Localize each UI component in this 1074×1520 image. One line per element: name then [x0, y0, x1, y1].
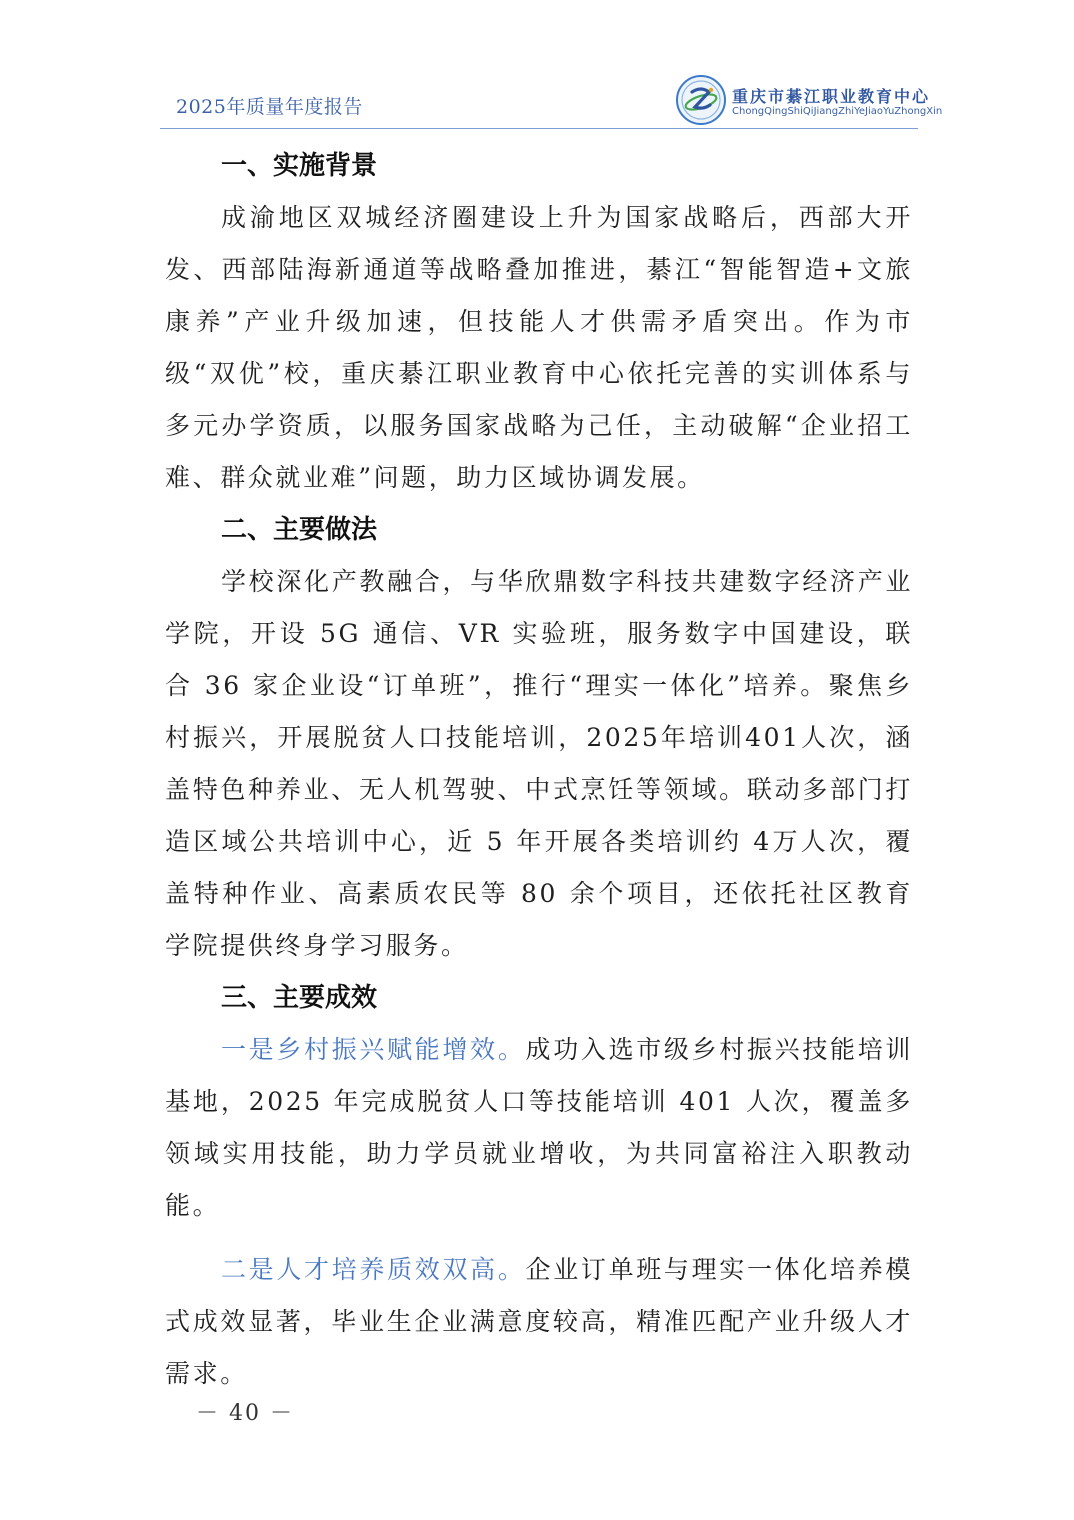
result-item: [165, 1244, 913, 1400]
page-number: － 40 －: [196, 1401, 294, 1426]
body-paragraph: 成渝地区双城经济圈建设上升为国家战略后，西部大开发、西部陆海新通道等战略叠加推进，綦江“智能智造+文旅康养”产业升级加速，但技能人才供需矛盾突出。作为市级“双优”校，重庆綦江职业教育中心依托完善的实训体系与多元办学资质，以服务国家战略为己任，主动破解“企业招工难、群众就业难”问题，助力区域协调发展。: [165, 203, 913, 492]
result-text: 成功入选市级乡村振兴技能培训基地，2025 年完成脱贫人口等技能培训 401 人次，覆盖多领域实用技能，助力学员就业增收，为共同富裕注入职教动能。: [165, 1035, 913, 1220]
result-text: 企业订单班与理实一体化培养模式成效显著，毕业生企业满意度较高，精准匹配产业升级人才需求。: [165, 1255, 913, 1388]
section-results: [165, 972, 913, 1400]
result-highlight: 一是乡村振兴赋能增效。: [221, 1035, 526, 1064]
report-body: [165, 140, 913, 1400]
school-emblem-icon: [675, 74, 727, 126]
report-title: 2025年质量年度报告: [176, 96, 363, 118]
school-name: 重庆市綦江职业教育中心: [732, 87, 931, 106]
body-paragraph: 学校深化产教融合，与华欣鼎数字科技共建数字经济产业学院，开设 5G 通信、VR 实验班，服务数字中国建设，联合 36 家企业设“订单班”，推行“理实一体化”培养。聚焦乡村振兴，开展脱贫人口技能培训，2025年培训401人次，涵盖特色种养业、无人机驾驶、中式烹饪等领域。联动多部门打造区域公共培训中心，近 5 年开展各类培训约 4万人次，覆盖特种作业、高素质农民等 80 余个项目，还依托社区教育学院提供终身学习服务。: [165, 567, 913, 960]
page-header: [160, 70, 943, 129]
section-methods: [165, 504, 913, 972]
section-background: [165, 140, 913, 504]
result-item: [165, 1024, 913, 1232]
school-pinyin: ChongQingShiQiJiangZhiYeJiaoYuZhongXin: [732, 106, 943, 117]
section-heading: 二、主要做法: [221, 515, 378, 545]
result-highlight: 二是人才培养质效双高。: [221, 1255, 526, 1284]
section-heading: 一、实施背景: [221, 151, 378, 181]
section-heading: 三、主要成效: [221, 983, 378, 1013]
